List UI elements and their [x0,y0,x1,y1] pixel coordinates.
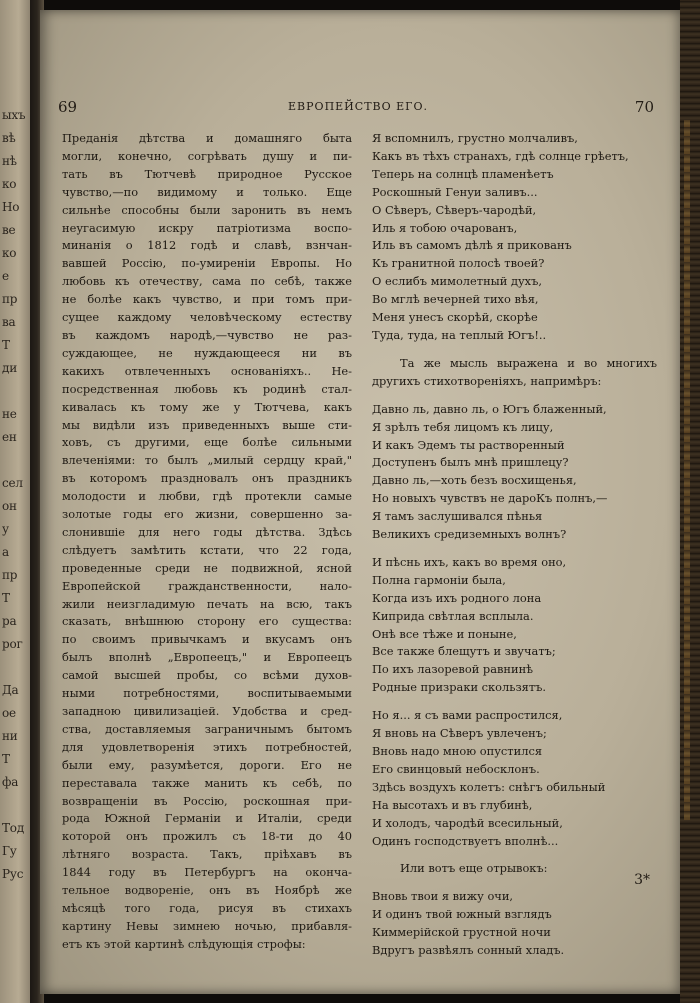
verse-line: Но я... я съ вами распростился, [372,708,563,723]
facing-page-fragment: не [2,407,17,421]
facing-page-fragment: ое [2,706,16,720]
verse-line: О Сѣверъ, Сѣверъ-чародѣй, [372,202,537,217]
verse-line: Туда, туда, на теплый Югъ!.. [372,327,547,342]
verse-line: И холодъ, чародѣй всесильный, [372,815,563,830]
text-line: молодости и любви, гдѣ протекли самые [62,489,352,504]
verse-line: Я зрѣлъ тебя лицомъ къ лицу, [372,419,554,434]
verse-line: И какъ Эдемъ ты растворенный [372,437,565,452]
verse-line: Доступенъ былъ мнѣ пришлецу? [372,455,569,470]
verse-line: О еслибъ мимолетный духъ, [372,274,542,289]
verse-stanza-4 [372,707,662,850]
text-line: мы видѣли изъ приведенныхъ выше сти- [62,417,352,432]
text-line: слонившіе для него годы дѣтства. Здѣсь [62,524,352,539]
text-line: былъ вполнѣ „Европеецъ," и Европеецъ [62,650,352,665]
text-line: сильнѣе способны были заронить въ немъ [62,202,352,217]
verse-line: И одинъ твой южный взглядъ [372,907,552,922]
verse-line: Вновь надо мною опустился [372,744,543,758]
facing-page-fragment: пр [2,568,18,582]
facing-page-fragment: Рус [2,867,24,881]
facing-page-fragment: пр [2,292,18,306]
book-page [40,10,680,994]
text-line: етъ къ этой картинѣ слѣдующія строфы: [62,936,306,951]
text-line: вавшей Россію, по-умиреніи Европы. Но [62,256,352,271]
verse-line: На высотахъ и въ глубинѣ, [372,797,533,812]
verse-line: Но новыхъ чувствъ не дароКъ полнъ,— [372,491,608,506]
facing-page-fragment: ра [2,614,17,628]
facing-page-strip [0,0,34,1003]
facing-page-fragment: вѣ [2,131,16,145]
text-line: тельное водвореніе, онъ въ Ноябрѣ же [62,883,352,898]
text-line: въ которомъ праздновалъ онъ праздникъ [62,471,352,486]
verse-stanza-5 [372,888,662,960]
facing-page-fragment: нѣ [2,154,17,168]
verse-line: Родные призраки скользятъ. [372,680,547,695]
text-line: какихъ отвлеченныхъ основаніяхъ.. Не- [62,363,352,378]
text-line: могли, конечно, согрѣвать душу и пи- [62,148,352,163]
verse-line: Къ гранитной полосѣ твоей? [372,256,545,271]
facing-page-fragment: сел [2,476,23,490]
verse-stanza-1 [372,130,662,345]
verse-stanza-2 [372,401,662,544]
verse-line: Одинъ господствуетъ вполнѣ... [372,833,559,848]
page-number-left: 69 [58,98,78,116]
facing-page-fragment: ди [2,361,17,375]
verse-line: Вновь твои я вижу очи, [372,889,514,904]
facing-page-fragment: Тод [2,821,25,835]
text-line: проведенные среди не подвижной, ясной [62,560,352,575]
verse-line: По ихъ лазоревой равнинѣ [372,662,534,677]
text-line: переставала также манить къ себѣ, по [62,775,352,790]
text-line: посредственная любовь къ родинѣ стал- [62,381,352,396]
signature-mark: 3* [634,872,650,888]
facing-page-fragment: Гу [2,844,17,858]
facing-page-fragment: Т [2,591,10,605]
text-line: мѣсяцѣ того года, рисуя въ стихахъ [62,900,352,915]
text-line: 1844 году въ Петербургъ на оконча- [62,865,352,880]
text-line: по своимъ привычкамъ и вкусамъ онъ [62,632,352,647]
verse-line: Полна гармоніи была, [372,572,506,587]
text-line: чувство,—по видимому и только. Еще [62,184,352,199]
text-line: возвращеніи въ Россію, роскошная при- [62,793,352,808]
verse-line: Онѣ все тѣже и поныне, [372,626,517,641]
verse-line: Во мглѣ вечерней тихо вѣя, [372,292,539,307]
verse-line: Иль я тобою очарованъ, [372,220,518,235]
verse-line: Роскошный Генуи заливъ... [372,184,538,199]
text-line: кивалась къ тому же у Тютчева, какъ [62,399,352,414]
prose-paragraph-1: Та же мысль выражена и во многихъ другихъ стихотвореніяхъ, напримѣръ: [372,355,657,388]
right-verse-column [372,130,662,960]
left-text-column [62,130,352,954]
facing-page-fragment: е [2,269,9,283]
text-line: неугасимую искру патріотизма воспо- [62,220,352,235]
text-line: слѣдуетъ замѣтить кстати, что 22 года, [62,542,352,557]
text-line: жили неизгладимую печать на всю, такъ [62,596,352,611]
text-line: западною цивилизаціей. Удобства и сред- [62,704,352,718]
verse-line: Великихъ средиземныхъ волнъ? [372,527,567,542]
text-line: не болѣе какъ чувство, и при томъ при- [62,292,352,307]
running-title: ЕВРОПЕЙСТВО ЕГО. [288,100,428,113]
facing-page-fragment: он [2,499,17,513]
book-edge [680,0,700,1003]
facing-page-fragment: у [2,522,9,536]
text-line: сущее каждому человѣческому естеству [62,310,352,325]
page-number-right: 70 [634,98,654,116]
facing-page-fragment: ыхъ [2,108,26,122]
text-line: были ему, разумѣется, дороги. Его не [62,757,352,772]
text-line: суждающее, не нуждающееся ни въ [62,345,352,360]
text-line: минанія о 1812 годѣ и славѣ, взнчан- [62,238,352,253]
text-line: лѣтняго возраста. Такъ, пріѣхавъ въ [62,847,352,862]
text-line: золотые годы его жизни, совершенно за- [62,507,352,522]
verse-line: Я тамъ заслушивался пѣнья [372,509,543,524]
facing-page-fragment: ен [2,430,17,444]
facing-page-fragment: ве [2,223,16,237]
verse-line: Здѣсь воздухъ колетъ: снѣгъ обильный [372,779,606,794]
text-line: Европейской гражданственности, нало- [62,578,352,593]
facing-page-fragment: ни [2,729,18,743]
verse-stanza-3 [372,554,662,697]
facing-page-fragment: фа [2,775,19,789]
verse-line: Его свинцовый небосклонъ. [372,761,540,776]
verse-line: Давно ль, давно ль, о Югъ блаженный, [372,401,607,416]
facing-page-fragment: ва [2,315,16,329]
facing-page-fragment: а [2,545,9,559]
facing-page-fragment: Но [2,200,20,214]
text-line: ховъ, съ другими, еще болѣе сильными [62,435,352,450]
text-line: въ каждомъ народѣ,—чувство не раз- [62,327,352,342]
text-line: картину Невы зимнею ночью, прибавля- [62,918,352,933]
text-line: для удовлетворенія этихъ потребностей, [62,739,352,754]
text-line: рода Южной Германіи и Италіи, среди [62,811,352,826]
facing-page-fragment: рог [2,637,23,651]
text-line: самой высшей пробы, со всѣми духов- [62,668,352,683]
text-line: сказать, внѣшнюю сторону его существа: [62,614,352,629]
verse-line: Давно ль,—хоть безъ восхищенья, [372,473,577,488]
running-head [58,98,658,120]
text-line: тать въ Тютчевѣ природное Русское [62,166,352,181]
verse-line: Теперь на солнцѣ пламенѣетъ [372,166,554,181]
text-line: любовь къ отечеству, сама по себѣ, также [62,274,352,289]
verse-line: Киприда свѣтлая всплыла. [372,608,534,623]
facing-page-fragment: Т [2,752,10,766]
text-line: Преданія дѣтства и домашняго быта [62,131,352,145]
verse-line: И пѣснь ихъ, какъ во время оно, [372,554,567,569]
text-line: влеченіями: то былъ „милый сердцу край," [62,453,352,468]
verse-line: Киммерійской грустной ночи [372,925,551,940]
verse-line: Какъ въ тѣхъ странахъ, гдѣ солнце грѣетъ, [372,148,629,163]
text-line: ства, доставляемыя заграничнымъ бытомъ [62,721,352,736]
text-line: которой онъ прожилъ съ 18-ти до 40 [62,829,352,844]
facing-page-fragment: Т [2,338,10,352]
text-line: ными потребностями, воспитываемыми [62,686,352,701]
facing-page-fragment: ко [2,246,17,260]
verse-line: Иль въ самомъ дѣлѣ я прикованъ [372,238,572,253]
verse-line: Все также блещутъ и звучатъ; [372,644,556,659]
verse-line: Я вновь на Сѣверъ увлеченъ; [372,726,547,741]
verse-line: Когда изъ ихъ родного лона [372,590,542,605]
verse-line: Я вспомнилъ, грустно молчаливъ, [372,131,578,145]
prose-paragraph-2: Или вотъ еще отрывокъ: [400,861,548,876]
verse-line: Меня унесъ скорѣй, скорѣе [372,310,538,325]
facing-page-fragment: ко [2,177,17,191]
facing-page-fragment: Да [2,683,19,697]
verse-line: Вдругъ развѣялъ сонный хладъ. [372,943,565,958]
